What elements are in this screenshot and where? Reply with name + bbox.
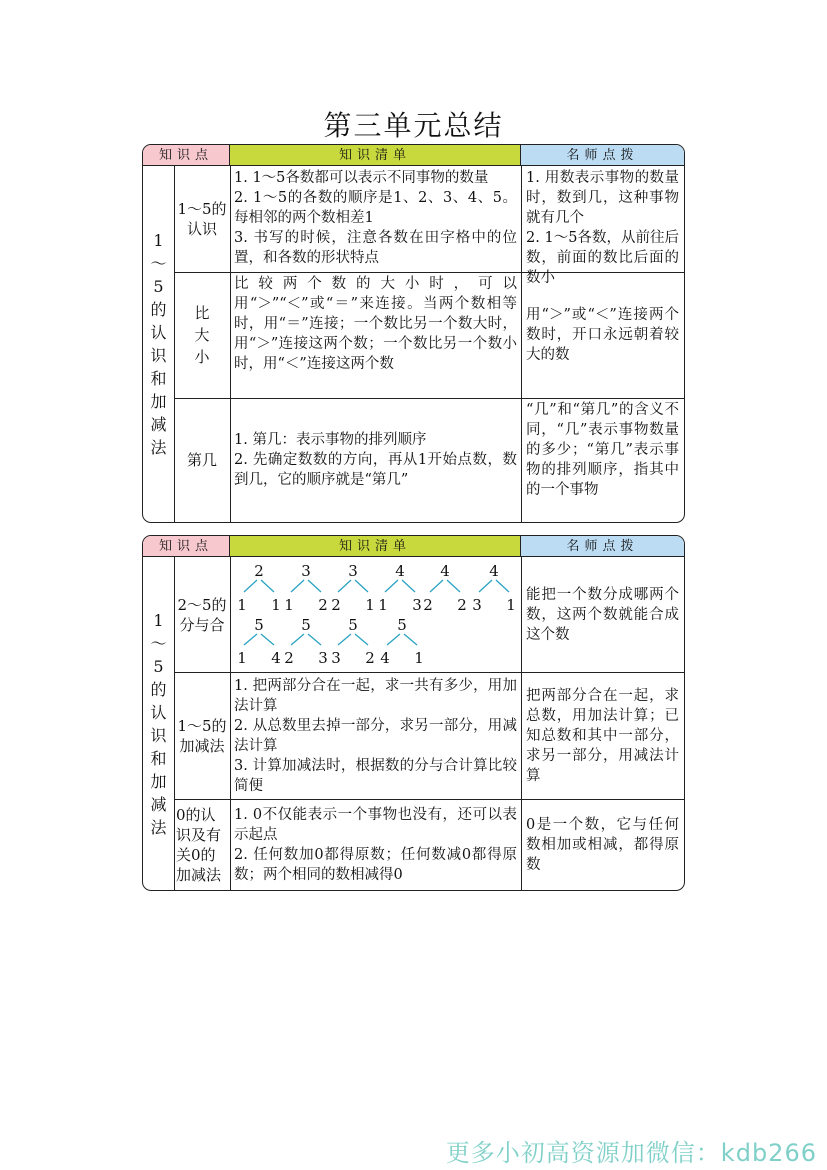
number-bond [237, 616, 281, 667]
bond-branch-left [387, 634, 400, 645]
bond-whole: 4 [489, 562, 499, 580]
bond-part-left: 1 [284, 596, 294, 614]
content-zero: 1. 0不仅能表示一个事物也没有，还可以表示起点 2. 任何数加0都得原数；任何数减0都得原数；两个相同的数相减得0 [234, 806, 517, 883]
header-knowledge-point: 知识点 [143, 145, 230, 166]
side-label [143, 557, 174, 890]
bond-part-left: 2 [284, 649, 294, 667]
bond-branch-right [355, 634, 368, 645]
tip-zero: 0是一个数，它与任何数相加或相减，都得原数 [526, 816, 679, 873]
header-knowledge-list: 知识清单 [230, 536, 521, 557]
bond-branch-right [308, 580, 321, 592]
summary-table-2 [142, 535, 685, 891]
bond-whole: 4 [440, 562, 450, 580]
bond-branch-left [291, 634, 304, 645]
bond-part-left: 2 [331, 596, 341, 614]
side-label-char: 减 [150, 415, 167, 434]
header-knowledge-point: 知识点 [143, 536, 230, 557]
side-label-char: 1 [153, 610, 164, 630]
side-label-char: 和 [150, 369, 167, 388]
number-bond [380, 616, 424, 667]
topic-decompose-compose: 2～5的分与合 [177, 595, 227, 634]
side-label [143, 166, 174, 522]
content-ordinal: 1. 第几：表示事物的排列顺序 2. 先确定数数的方向，再从1开始点数，数到几，它的顺序就是“第几” [234, 432, 517, 488]
side-label-char: 识 [150, 346, 167, 365]
bond-part-left: 1 [237, 649, 247, 667]
bond-part-left: 1 [378, 596, 388, 614]
bond-branch-right [447, 580, 460, 592]
bond-branch-left [430, 580, 443, 592]
bond-part-right: 2 [457, 596, 467, 614]
bond-branch-right [402, 580, 415, 592]
bond-whole: 4 [395, 562, 405, 580]
side-label-char: 加 [150, 392, 167, 411]
bond-whole: 3 [301, 562, 311, 580]
bond-part-right: 1 [506, 596, 516, 614]
bond-part-right: 2 [365, 649, 375, 667]
side-label-char: 加 [150, 771, 167, 791]
header-teacher-tips: 名师点拨 [521, 536, 684, 557]
side-label-char: 认 [150, 702, 167, 722]
side-label-char: ～ [150, 633, 167, 653]
bond-branch-right [261, 634, 274, 645]
side-label-char: 5 [153, 277, 164, 296]
side-label-char: 识 [150, 725, 167, 745]
side-label-char: 1 [153, 231, 164, 250]
tip-ordinal: “几”和“第几”的含义不同，“几”表示事物数量的多少；“第几”表示事物的排列顺序，指其中的一个事物 [526, 402, 679, 498]
tip-decompose-compose: 能把一个数分成哪两个数，这两个数就能合成这个数 [526, 586, 679, 643]
topic-add-subtract: 1～5的加减法 [177, 716, 227, 755]
number-bond [331, 616, 375, 667]
topic-compare-size: 比 大 小 [194, 304, 210, 366]
number-bond-diagrams [230, 557, 521, 672]
bond-part-left: 1 [237, 596, 247, 614]
side-label-char: ～ [150, 254, 167, 273]
summary-table-1 [142, 144, 685, 523]
side-label-char: 和 [150, 748, 167, 768]
footer-watermark: 更多小初高资源加微信：kdb266 [445, 1139, 817, 1167]
number-bond [237, 562, 281, 614]
number-bond [423, 562, 467, 614]
side-label-char: 5 [153, 656, 164, 676]
side-label-char: 法 [150, 438, 167, 457]
tip-1-5-recognition: 1. 用数表示事物的数量时，数到几，这种事物就有几个 2. 1～5各数，从前往后数，前面的数比后面的数小 [526, 170, 679, 286]
bond-part-right: 1 [271, 596, 281, 614]
content-add-subtract: 1. 把两部分合在一起，求一共有多少，用加法计算 2. 从总数里去掉一部分，求另一部分，用减法计算 3. 计算加减法时，根据数的分与合计算比较简便 [234, 677, 517, 794]
topic-1-5-recognition: 1～5的认识 [177, 200, 227, 238]
topic-zero: 0的认识及有关0的加减法 [176, 805, 222, 884]
bond-branch-right [261, 580, 274, 592]
bond-part-right: 1 [365, 596, 375, 614]
bond-part-right: 2 [318, 596, 328, 614]
bond-branch-left [479, 580, 492, 592]
bond-part-right: 3 [318, 649, 328, 667]
bond-branch-left [244, 580, 257, 592]
number-bond [472, 562, 516, 614]
bond-branch-left [385, 580, 398, 592]
number-bond [284, 616, 328, 667]
bond-part-right: 1 [414, 649, 424, 667]
bond-branch-left [244, 634, 257, 645]
topic-ordinal: 第几 [186, 451, 217, 469]
content-compare-size: 比较两个数的大小时，可以用“＞”“＜”或“＝”来连接。当两个数相等时，用“＝”连接；一个数比另一个数大时，用“＞”连接这两个数；一个数比另一个数小时，用“＜”连接这两个数 [234, 276, 517, 372]
page-title: 第三单元总结 [323, 109, 504, 142]
tip-compare-size: 用“＞”或“＜”连接两个数时，开口永远朝着较大的数 [526, 307, 679, 363]
bond-whole: 5 [301, 616, 311, 634]
bond-whole: 3 [348, 562, 358, 580]
bond-part-left: 2 [423, 596, 433, 614]
bond-branch-right [404, 634, 417, 645]
number-bond [331, 562, 375, 614]
side-label-char: 认 [150, 323, 167, 342]
bond-part-left: 3 [331, 649, 341, 667]
side-label-char: 法 [150, 817, 167, 837]
bond-part-right: 3 [412, 596, 422, 614]
bond-branch-left [338, 580, 351, 592]
header-knowledge-list: 知识清单 [230, 145, 521, 166]
header-teacher-tips: 名师点拨 [521, 145, 684, 166]
bond-part-right: 4 [271, 649, 281, 667]
tip-add-subtract: 把两部分合在一起，求总数，用加法计算；已知总数和其中一部分，求另一部分，用减法计算 [526, 687, 679, 784]
bond-part-left: 3 [472, 596, 482, 614]
bond-branch-left [291, 580, 304, 592]
side-label-char: 减 [150, 794, 167, 814]
content-1-5-recognition: 1. 1～5各数都可以表示不同事物的数量 2. 1～5的各数的顺序是1、2、3、4、5。每相邻的两个数相差1 3. 书写的时候，注意各数在田字格中的位置，和各数的形状特点 [234, 170, 517, 266]
bond-whole: 5 [348, 616, 358, 634]
number-bond [378, 562, 422, 614]
number-bond [284, 562, 328, 614]
side-label-char: 的 [150, 300, 167, 319]
bond-part-left: 4 [380, 649, 390, 667]
side-label-char: 的 [150, 679, 167, 699]
bond-whole: 5 [397, 616, 407, 634]
bond-branch-left [338, 634, 351, 645]
bond-branch-right [355, 580, 368, 592]
bond-branch-right [308, 634, 321, 645]
bond-whole: 2 [254, 562, 264, 580]
bond-branch-right [496, 580, 509, 592]
bond-whole: 5 [254, 616, 264, 634]
